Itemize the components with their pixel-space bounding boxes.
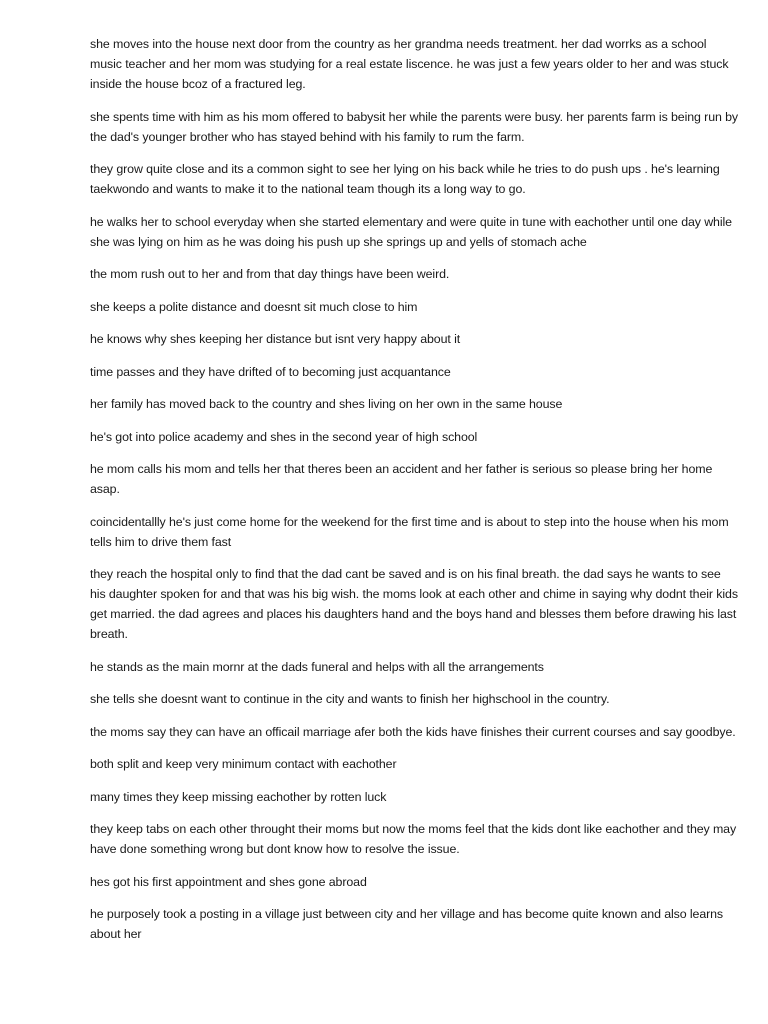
- paragraph: she keeps a polite distance and doesnt sit much close to him: [90, 299, 418, 314]
- paragraph: time passes and they have drifted of to becoming just acquantance: [90, 364, 451, 379]
- paragraph: they keep tabs on each other throught their moms but now the moms feel that the kids dont like eachother and they may have done something wrong but dont know how to resolve the issue.: [90, 822, 737, 856]
- paragraph: he purposely took a posting in a village just between city and her village and has become quite known and also learns about her: [90, 907, 724, 941]
- paragraph: many times they keep missing eachother by rotten luck: [90, 789, 387, 804]
- paragraph: he's got into police academy and shes in the second year of high school: [90, 429, 478, 444]
- paragraph: she moves into the house next door from the country as her grandma needs treatment. her dad worrks as a school music teacher and her mom was studying for a real estate liscence. he was just a few years older to her and was stuck inside the house bcoz of a fractured leg.: [90, 37, 729, 91]
- paragraph: he stands as the main mornr at the dads funeral and helps with all the arrangements: [90, 659, 544, 674]
- paragraph: coincidentallly he's just come home for the weekend for the first time and is about to step into the house when his mom tells him to drive them fast: [90, 514, 729, 549]
- paragraph: he walks her to school everyday when she started elementary and were quite in tune with eachother until one day while she was lying on him as he was doing his push up she springs up and yells of stomach ache: [90, 214, 732, 249]
- paragraph: she spents time with him as his mom offered to babysit her while the parents were busy. her parents farm is being run by the dad's younger brother who has stayed behind with his family to rum the farm.: [90, 109, 739, 144]
- paragraph: the moms say they can have an officail marriage afer both the kids have finishes their current courses and say goodbye.: [90, 724, 736, 739]
- paragraph: her family has moved back to the country and shes living on her own in the same house: [90, 397, 563, 411]
- paragraph: they reach the hospital only to find that the dad cant be saved and is on his final breath. the dad says he wants to see his daughter spoken for and that was his big wish. the moms look at each other and chime in saying why dodnt their kids get married. the dad agrees and places his daughters hand and the boys hand and blesses them before drawing his last breath.: [90, 567, 738, 641]
- paragraph: he knows why shes keeping her distance but isnt very happy about it: [90, 332, 461, 346]
- paragraph: the mom rush out to her and from that day things have been weird.: [90, 267, 450, 281]
- paragraph: hes got his first appointment and shes gone abroad: [90, 874, 367, 889]
- paragraph: they grow quite close and its a common sight to see her lying on his back while he tries to do push ups . he's learning taekwondo and wants to make it to the national team though its a long way to go.: [90, 162, 720, 196]
- paragraph: both split and keep very minimum contact with eachother: [90, 757, 397, 771]
- paragraph: she tells she doesnt want to continue in the city and wants to finish her highschool in the country.: [90, 692, 610, 706]
- paragraph: he mom calls his mom and tells her that theres been an accident and her father is serious so please bring her home asap.: [90, 462, 713, 496]
